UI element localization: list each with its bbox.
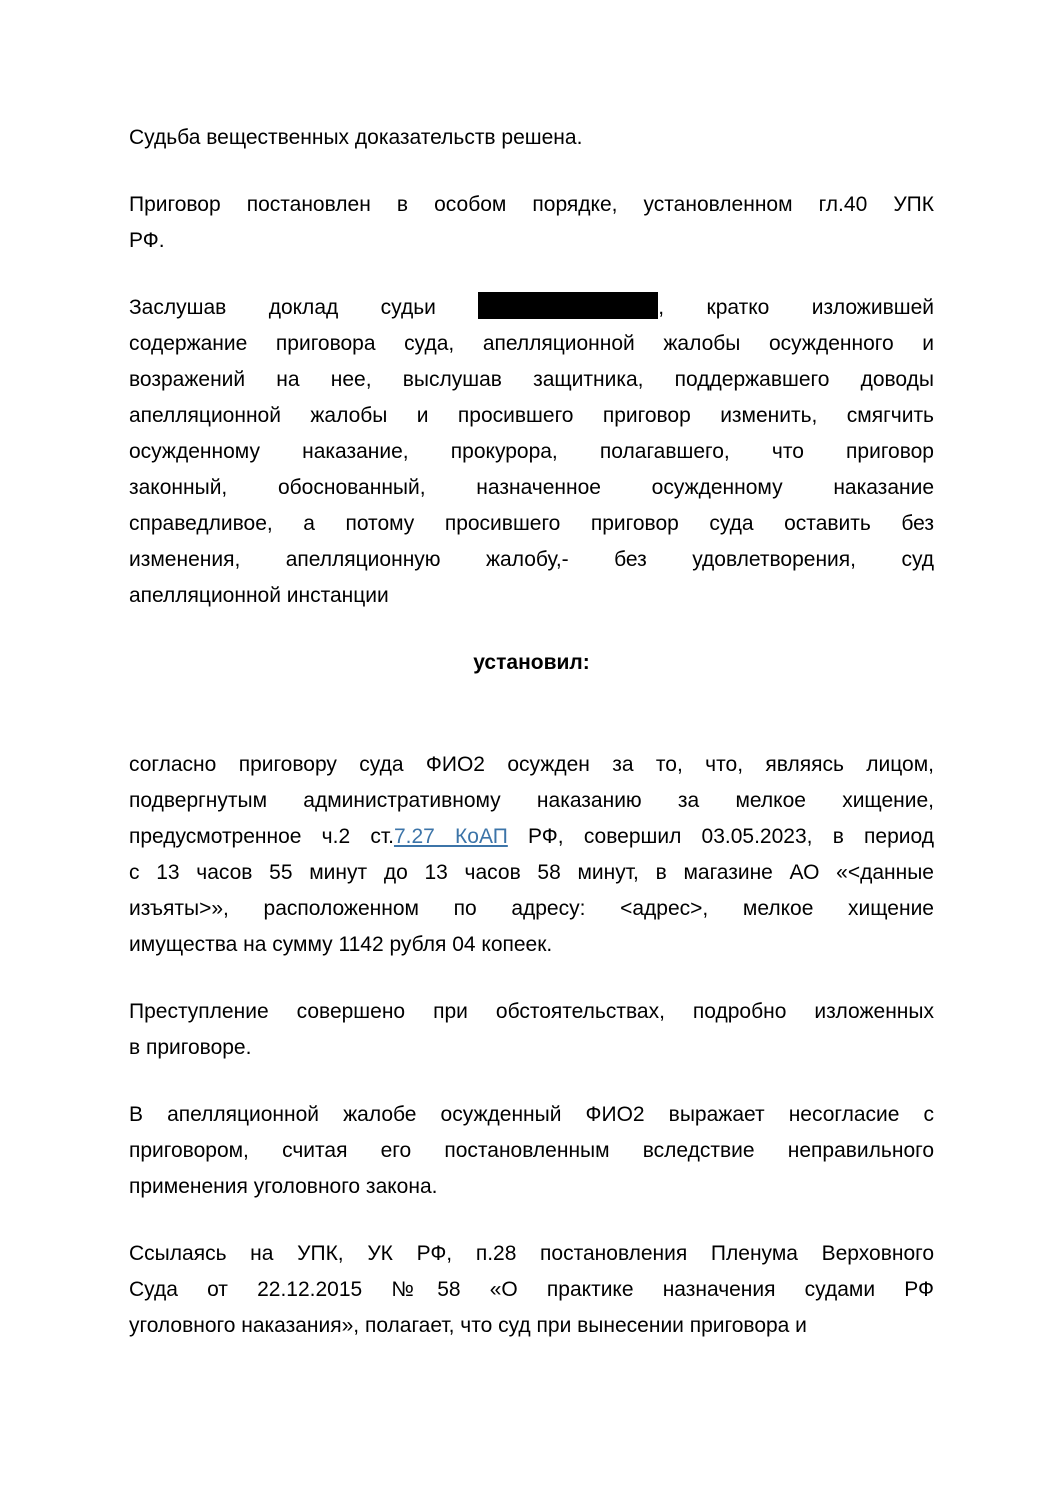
text-line (129, 1030, 934, 1066)
text-line (129, 994, 934, 1030)
text-segment: осужденному наказание, прокурора, полагавшего, что приговор (129, 440, 934, 463)
text-line (129, 578, 934, 614)
text-line (129, 470, 934, 506)
text-segment: законный, обоснованный, назначенное осужденному наказание (129, 476, 934, 499)
text-line (129, 1169, 934, 1205)
text-line (129, 1308, 934, 1344)
text-segment: РФ, совершил 03.05.2023, в период (507, 825, 934, 848)
text-line (129, 542, 934, 578)
text-line (129, 434, 934, 470)
text-segment: содержание приговора суда, апелляционной жалобы осужденного и (129, 332, 934, 355)
text-segment: Преступление совершено при обстоятельствах, подробно изложенных (129, 1000, 934, 1023)
text-line (129, 747, 934, 783)
text-segment: Заслушав доклад судьи (129, 296, 479, 319)
text-segment: Ссылаясь на УПК, УК РФ, п.28 постановления Пленума Верховного (129, 1242, 934, 1265)
text-line (129, 855, 934, 891)
document-section-bottom (129, 747, 934, 1344)
text-line (129, 290, 934, 326)
text-line (129, 1236, 934, 1272)
redaction-bar (478, 292, 658, 319)
text-segment: РФ. (129, 229, 165, 252)
text-line (129, 783, 934, 819)
text-line (129, 187, 934, 223)
text-segment: уголовного наказания», полагает, что суд при вынесении приговора и (129, 1314, 807, 1337)
text-segment: , кратко изложившей (658, 296, 934, 319)
text-segment: изменения, апелляционную жалобу,- без удовлетворения, суд (129, 548, 934, 571)
text-line (129, 891, 934, 927)
paragraph (129, 1236, 934, 1344)
text-line (129, 819, 934, 855)
text-segment: В апелляционной жалобе осужденный ФИО2 выражает несогласие с (129, 1103, 934, 1126)
text-segment: имущества на сумму 1142 рубля 04 копеек. (129, 933, 553, 956)
text-line (129, 1272, 934, 1308)
text-segment: изъяты>», расположенном по адресу: <адрес>, мелкое хищение (129, 897, 934, 920)
text-line (129, 398, 934, 434)
text-segment: подвергнутым административному наказанию за мелкое хищение, (129, 789, 934, 812)
text-segment: возражений на нее, выслушав защитника, поддержавшего доводы (129, 368, 934, 391)
text-segment: с 13 часов 55 минут до 13 часов 58 минут, в магазине АО «<данные (129, 861, 934, 884)
text-line (129, 120, 934, 156)
text-segment: апелляционной жалобы и просившего приговор изменить, смягчить (129, 404, 934, 427)
paragraph (129, 747, 934, 963)
document-section-top (129, 120, 934, 614)
paragraph (129, 994, 934, 1066)
text-segment: Приговор постановлен в особом порядке, установленном гл.40 УПК (129, 193, 934, 216)
paragraph (129, 120, 934, 156)
paragraph (129, 1097, 934, 1205)
text-segment: Суда от 22.12.2015 №58 «О практике назначения судами РФ (129, 1278, 934, 1301)
paragraph (129, 187, 934, 259)
text-line (129, 362, 934, 398)
text-line (129, 506, 934, 542)
text-segment: в приговоре. (129, 1036, 252, 1059)
text-line (129, 1097, 934, 1133)
paragraph (129, 290, 934, 614)
text-line (129, 927, 934, 963)
text-segment: приговором, считая его постановленным вследствие неправильного (129, 1139, 934, 1162)
text-segment: применения уголовного закона. (129, 1175, 438, 1198)
court-ruling-heading: установил: (473, 651, 590, 674)
text-line (129, 223, 934, 259)
text-segment: Судьба вещественных доказательств решена. (129, 126, 583, 149)
text-segment: справедливое, а потому просившего приговор суда оставить без (129, 512, 934, 535)
text-line (129, 326, 934, 362)
text-segment: апелляционной инстанции (129, 584, 389, 607)
link-koap-7-27[interactable]: 7.27 КоАП (393, 825, 508, 848)
text-segment: предусмотренное ч.2 ст. (129, 825, 394, 848)
text-segment: согласно приговору суда ФИО2 осужден за то, что, являясь лицом, (129, 753, 934, 776)
text-line (129, 1133, 934, 1169)
